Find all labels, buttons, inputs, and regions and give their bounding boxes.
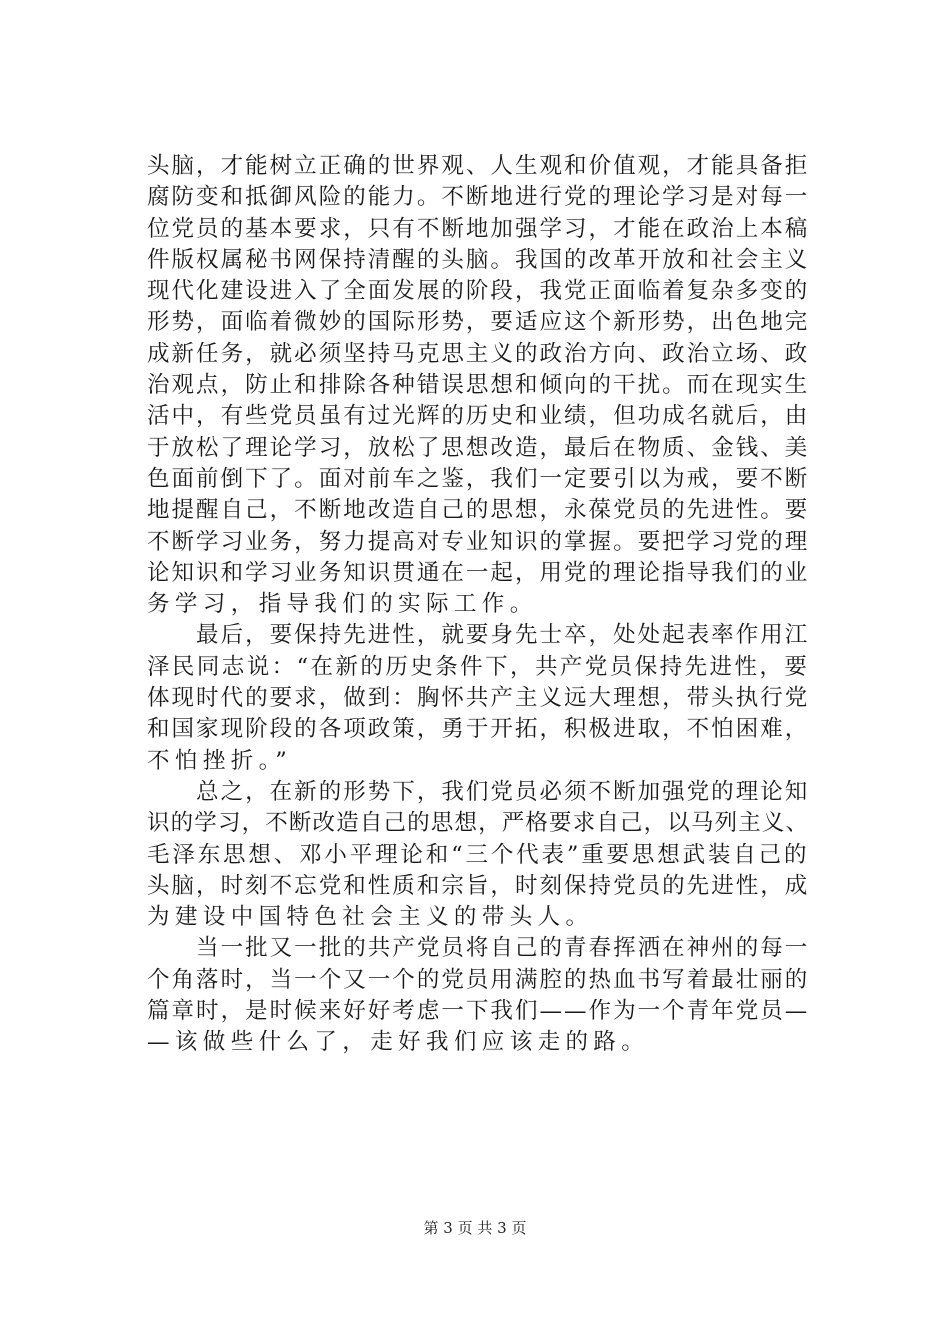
- text-line: 不怕挫折。”: [147, 747, 293, 774]
- text-line: 毛泽东思想、邓小平理论和“三个代表”重要思想武装自己的: [147, 841, 810, 868]
- text-line: 不断学习业务，努力提高对专业知识的掌握。要把学习党的理: [147, 528, 810, 555]
- text-line: 于放松了理论学习，放松了思想改造，最后在物质、金钱、美: [147, 434, 810, 461]
- text-line: 泽民同志说：“在新的历史条件下，共产党员保持先进性，要: [147, 653, 810, 680]
- text-line: 论知识和学习业务知识贯通在一起，用党的理论指导我们的业: [147, 559, 810, 586]
- text-line: 务学习，指导我们的实际工作。: [147, 591, 538, 618]
- text-line: 和国家现阶段的各项政策，勇于开拓，积极进取，不怕困难，: [147, 716, 810, 743]
- text-line: 治观点，防止和排除各种错误思想和倾向的干扰。而在现实生: [147, 372, 810, 399]
- text-line: 体现时代的要求，做到：胸怀共产主义远大理想，带头执行党: [147, 685, 810, 712]
- text-line: 篇章时，是时候来好好考虑一下我们——作为一个青年党员—: [147, 998, 810, 1025]
- body-text: [147, 151, 809, 1059]
- text-line: 位党员的基本要求，只有不断地加强学习，才能在政治上本稿: [147, 215, 810, 242]
- text-line: 个角落时，当一个又一个的党员用满腔的热血书写着最壮丽的: [147, 966, 810, 993]
- text-line: 为建设中国特色社会主义的带头人。: [147, 904, 594, 931]
- text-line: 形势，面临着微妙的国际形势，要适应这个新形势，出色地完: [147, 309, 810, 336]
- text-line: 头脑，才能树立正确的世界观、人生观和价值观，才能具备拒: [147, 153, 810, 179]
- text-line: 成新任务，就必须坚持马克思主义的政治方向、政治立场、政: [147, 340, 810, 367]
- page-footer: 第 3 页 共 3 页: [423, 1219, 527, 1237]
- text-line: 总之，在新的形势下，我们党员必须不断加强党的理论知: [147, 778, 810, 805]
- text-line: 识的学习，不断改造自己的思想，严格要求自己，以马列主义、: [147, 810, 810, 837]
- text-line: 最后，要保持先进性，就要身先士卒，处处起表率作用江: [147, 622, 810, 649]
- text-line: 地提醒自己，不断地改造自己的思想，永葆党员的先进性。要: [147, 497, 810, 524]
- text-line: 件版权属秘书网保持清醒的头脑。我国的改革开放和社会主义: [147, 246, 810, 273]
- text-line: 现代化建设进入了全面发展的阶段，我党正面临着复杂多变的: [147, 278, 810, 305]
- text-line: 色面前倒下了。面对前车之鉴，我们一定要引以为戒，要不断: [147, 465, 810, 492]
- text-line: 当一批又一批的共产党员将自己的青春挥洒在神州的每一: [147, 935, 810, 962]
- text-line: 头脑，时刻不忘党和性质和宗旨，时刻保持党员的先进性，成: [147, 872, 810, 899]
- text-line: 活中，有些党员虽有过光辉的历史和业绩，但功成名就后，由: [147, 403, 810, 430]
- text-line: —该做些什么了，走好我们应该走的路。: [147, 1029, 650, 1056]
- text-line: 腐防变和抵御风险的能力。不断地进行党的理论学习是对每一: [147, 184, 810, 211]
